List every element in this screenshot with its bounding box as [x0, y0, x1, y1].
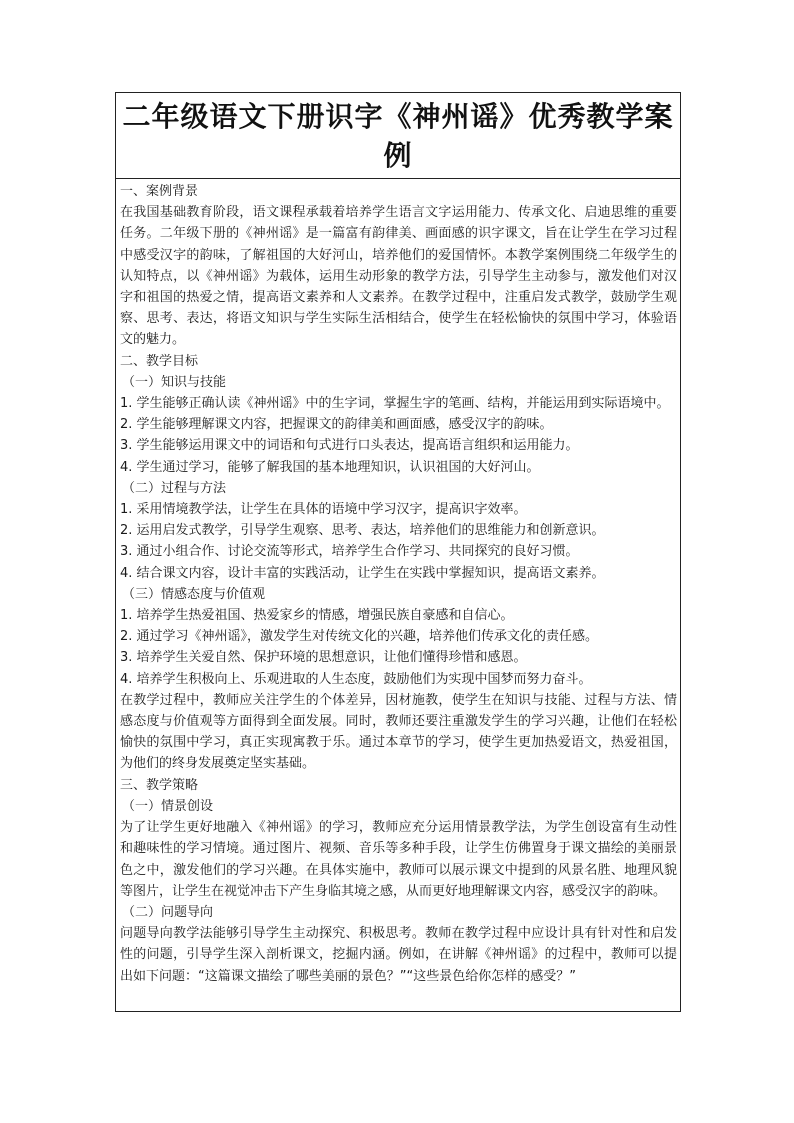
list-item: 1. 采用情境教学法，让学生在具体的语境中学习汉字，提高识字效率。 — [120, 502, 527, 518]
list-item: 2. 学生能够理解课文内容，把握课文的韵律美和画面感，感受汉字的韵味。 — [120, 417, 553, 433]
list-item: 4. 结合课文内容，设计丰富的实践活动，让学生在实践中掌握知识，提高语文素养。 — [120, 565, 605, 581]
section-heading-goals: 二、教学目标 — [120, 353, 199, 369]
document-frame — [115, 92, 681, 1012]
list-item: 3. 通过小组合作、讨论交流等形式，培养学生合作学习、共同探究的良好习惯。 — [120, 544, 579, 560]
subheading-emotion-values: （三）情感态度与价值观 — [122, 586, 266, 602]
list-item: 1. 学生能够正确认读《神州谣》中的生字词，掌握生字的笔画、结构，并能运用到实际语境中。 — [120, 396, 670, 412]
document-body — [116, 179, 680, 987]
paragraph-problem-oriented: 问题导向教学法能够引导学生主动探究、积极思考。教师在教学过程中应设计具有针对性和启发性的问题，引导学生深入剖析课文，挖掘内涵。例如，在讲解《神州谣》的过程中，教师可以提出如下问题：“这篇课文描绘了哪些美丽的景色？”“这些景色给你怎样的感受？” — [120, 926, 677, 984]
document-title: 二年级语文下册识字《神州谣》优秀教学案例 — [122, 100, 674, 172]
paragraph-scenario: 为了让学生更好地融入《神州谣》的学习，教师应充分运用情景教学法，为学生创设富有生动性和趣味性的学习情境。通过图片、视频、音乐等多种手段，让学生仿佛置身于课文描绘的美丽景色之中，激发他们的学习兴趣。在具体实施中，教师可以展示课文中提到的风景名胜、地理风貌等图片，让学生在视觉冲击下产生身临其境之感，从而更好地理解课文内容，感受汉字的韵味。 — [120, 820, 677, 899]
list-item: 2. 运用启发式教学，引导学生观察、思考、表达，培养他们的思维能力和创新意识。 — [120, 523, 605, 539]
list-item: 4. 培养学生积极向上、乐观进取的人生态度，鼓励他们为实现中国梦而努力奋斗。 — [120, 671, 592, 687]
subheading-knowledge-skills: （一）知识与技能 — [122, 374, 227, 390]
list-item: 4. 学生通过学习，能够了解我国的基本地理知识，认识祖国的大好河山。 — [120, 459, 540, 475]
paragraph-background: 在我国基础教育阶段，语文课程承载着培养学生语言文字运用能力、传承文化、启迪思维的重要任务。二年级下册的《神州谣》是一篇富有韵律美、画面感的识字课文，旨在让学生在学习过程中感受汉字的韵味，了解祖国的大好河山，培养他们的爱国情怀。本教学案例围绕二年级学生的认知特点，以《神州谣》为载体，运用生动形象的教学方法，引导学生主动参与，激发他们对汉字和祖国的热爱之情，提高语文素养和人文素养。在教学过程中，注重启发式教学，鼓励学生观察、思考、表达，将语文知识与学生实际生活相结合，使学生在轻松愉快的氛围中学习，体验语文的魅力。 — [120, 205, 677, 348]
subheading-problem-oriented: （二）问题导向 — [122, 904, 214, 920]
paragraph-goals-summary: 在教学过程中，教师应关注学生的个体差异，因材施教，使学生在知识与技能、过程与方法、情感态度与价值观等方面得到全面发展。同时，教师还要注重激发学生的学习兴趣，让他们在轻松愉快的氛围中学习，真正实现寓教于乐。通过本章节的学习，使学生更加热爱语文，热爱祖国，为他们的终身发展奠定坚实基础。 — [120, 692, 677, 772]
list-item: 3. 培养学生关爱自然、保护环境的思想意识，让他们懂得珍惜和感恩。 — [120, 650, 527, 666]
subheading-process-methods: （二）过程与方法 — [122, 480, 227, 496]
list-item: 3. 学生能够运用课文中的词语和句式进行口头表达，提高语言组织和运用能力。 — [120, 438, 579, 454]
list-item: 2. 通过学习《神州谣》，激发学生对传统文化的兴趣，培养他们传承文化的责任感。 — [120, 629, 599, 645]
section-heading-strategy: 三、教学策略 — [120, 777, 199, 793]
list-item: 1. 培养学生热爱祖国、热爱家乡的情感，增强民族自豪感和自信心。 — [120, 608, 514, 624]
section-heading-background: 一、案例背景 — [120, 184, 199, 199]
subheading-scenario: （一）情景创设 — [122, 798, 214, 814]
